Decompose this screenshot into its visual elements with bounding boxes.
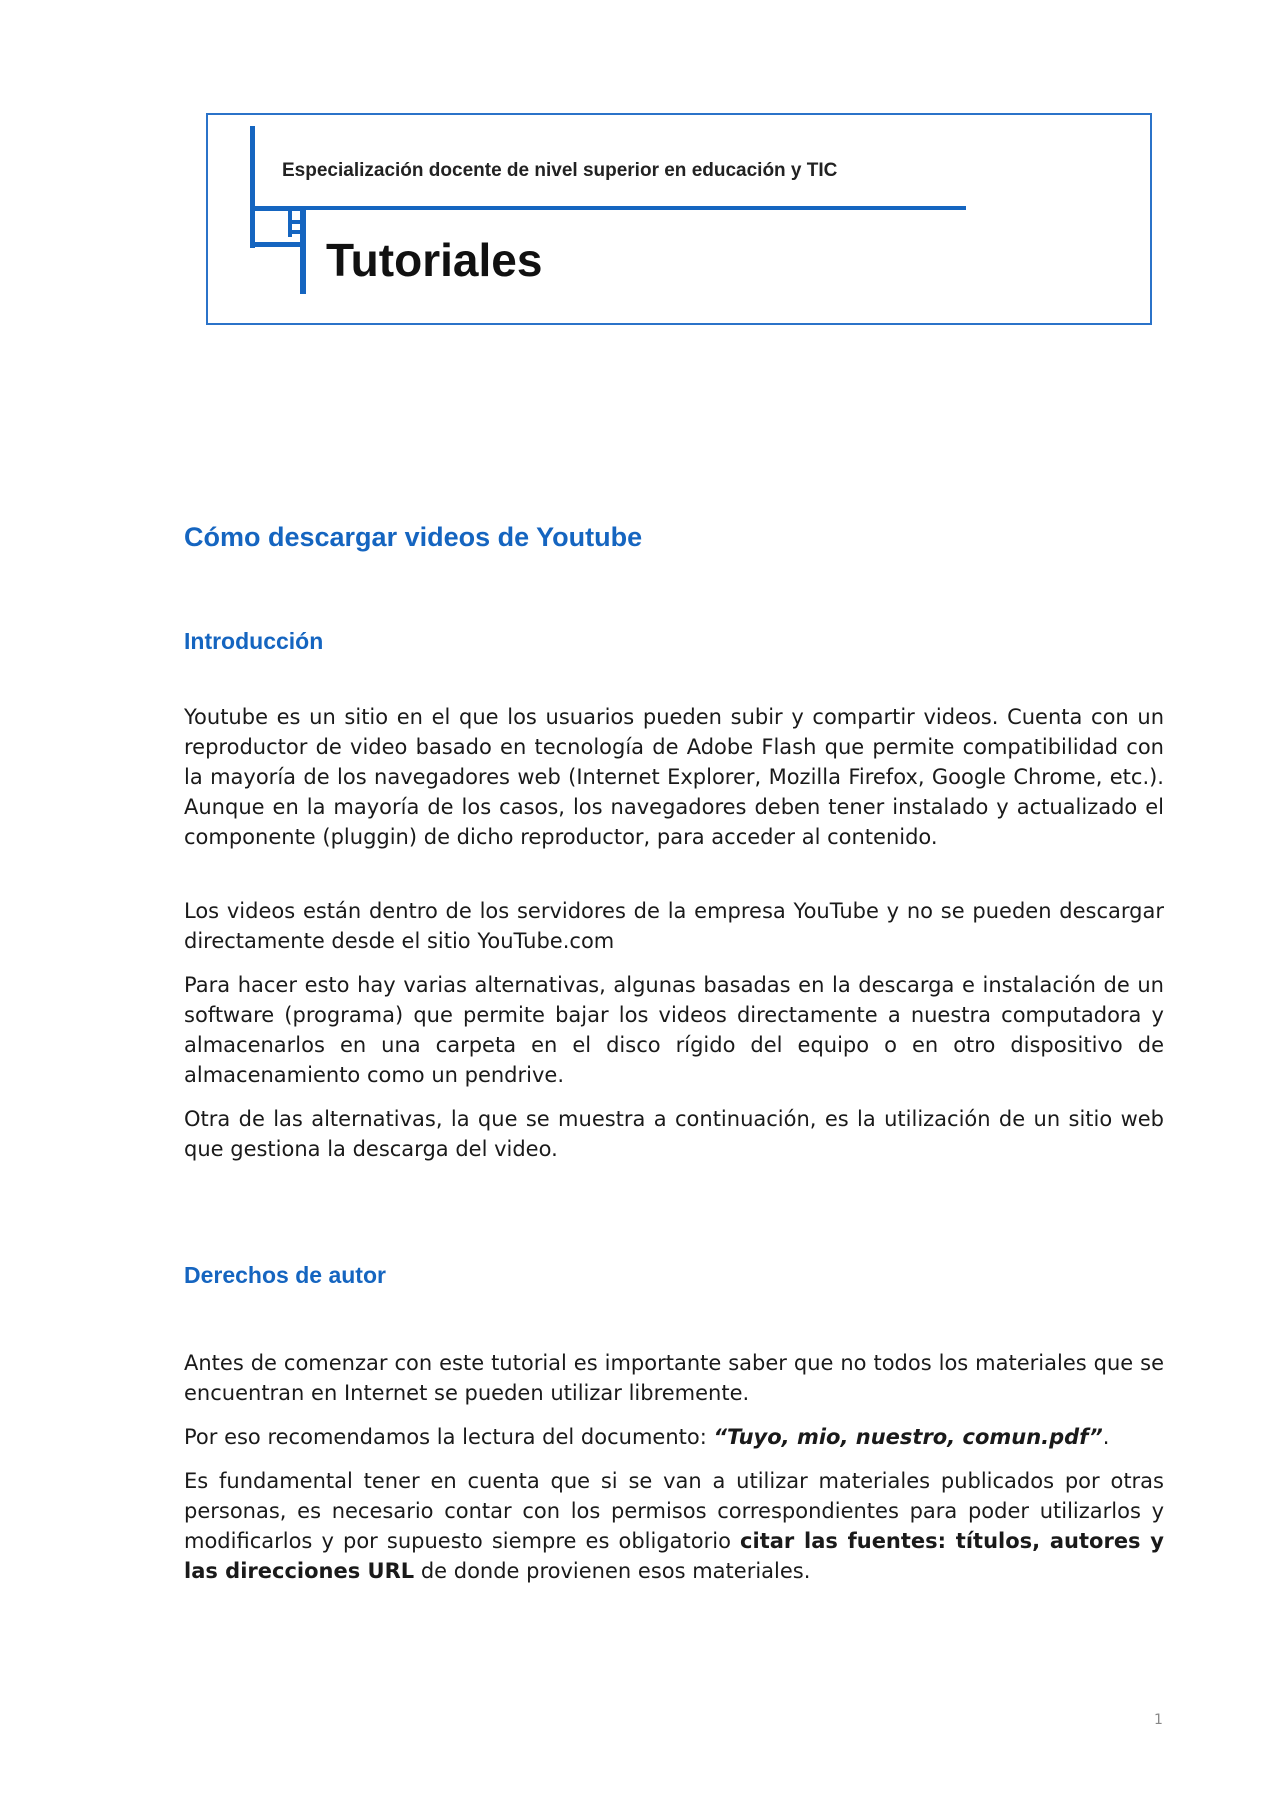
- page-number: 1: [1154, 1712, 1163, 1728]
- emphasis-text: citar las fuentes: títulos, autores y las direcciones URL: [184, 1529, 1164, 1583]
- paragraph-text: Por eso recomendamos la lectura del documento:: [184, 1425, 714, 1449]
- paragraph: Para hacer esto hay varias alternativas, algunas basadas en la descarga e instalación de un software (programa) que permite bajar los videos directamente a nuestra computadora y almacenarlos en una carpeta en el disco rígido del equipo o en otro dispositivo de almacenamiento como un pendrive.: [184, 973, 1164, 1087]
- header-subtitle: Especialización docente de nivel superior en educación y TIC: [282, 160, 838, 181]
- paragraph-text: de donde provienen esos materiales.: [414, 1559, 811, 1583]
- paragraph: Antes de comenzar con este tutorial es importante saber que no todos los materiales que se encuentran en Internet se pueden utilizar libremente.: [184, 1351, 1164, 1405]
- paragraph-text: .: [1102, 1425, 1110, 1449]
- header-banner: [206, 113, 1152, 325]
- section-heading-introduccion: Introducción: [184, 628, 324, 654]
- paragraph-text: Es fundamental tener en cuenta que si se van a utilizar materiales publicados por otras personas, es necesario contar con los permisos correspondientes para poder utilizarlos y modificarlos y por supuesto siempre es obligatorio: [184, 1469, 1164, 1553]
- header-title: Tutoriales: [326, 234, 543, 286]
- logo-icon: [250, 126, 296, 294]
- paragraph: Otra de las alternativas, la que se muestra a continuación, es la utilización de un sitio web que gestiona la descarga del video.: [184, 1107, 1164, 1161]
- paragraph: [184, 1466, 1164, 1586]
- header-divider: [290, 206, 966, 210]
- paragraph: [184, 1422, 1164, 1452]
- page-title: Cómo descargar videos de Youtube: [184, 522, 643, 552]
- paragraph: Los videos están dentro de los servidores de la empresa YouTube y no se pueden descargar directamente desde el sitio YouTube.com: [184, 899, 1164, 953]
- section-heading-derechos: Derechos de autor: [184, 1262, 386, 1288]
- document-reference: “Tuyo, mio, nuestro, comun.pdf”: [713, 1425, 1103, 1449]
- paragraph: Youtube es un sitio en el que los usuarios pueden subir y compartir videos. Cuenta con un reproductor de video basado en tecnología de Adobe Flash que permite compatibilidad con la mayoría de los navegadores web (Internet Explorer, Mozilla Firefox, Google Chrome, etc.). Aunque en la mayoría de los casos, los navegadores deben tener instalado y actualizado el componente (pluggin) de dicho reproductor, para acceder al contenido.: [184, 705, 1164, 849]
